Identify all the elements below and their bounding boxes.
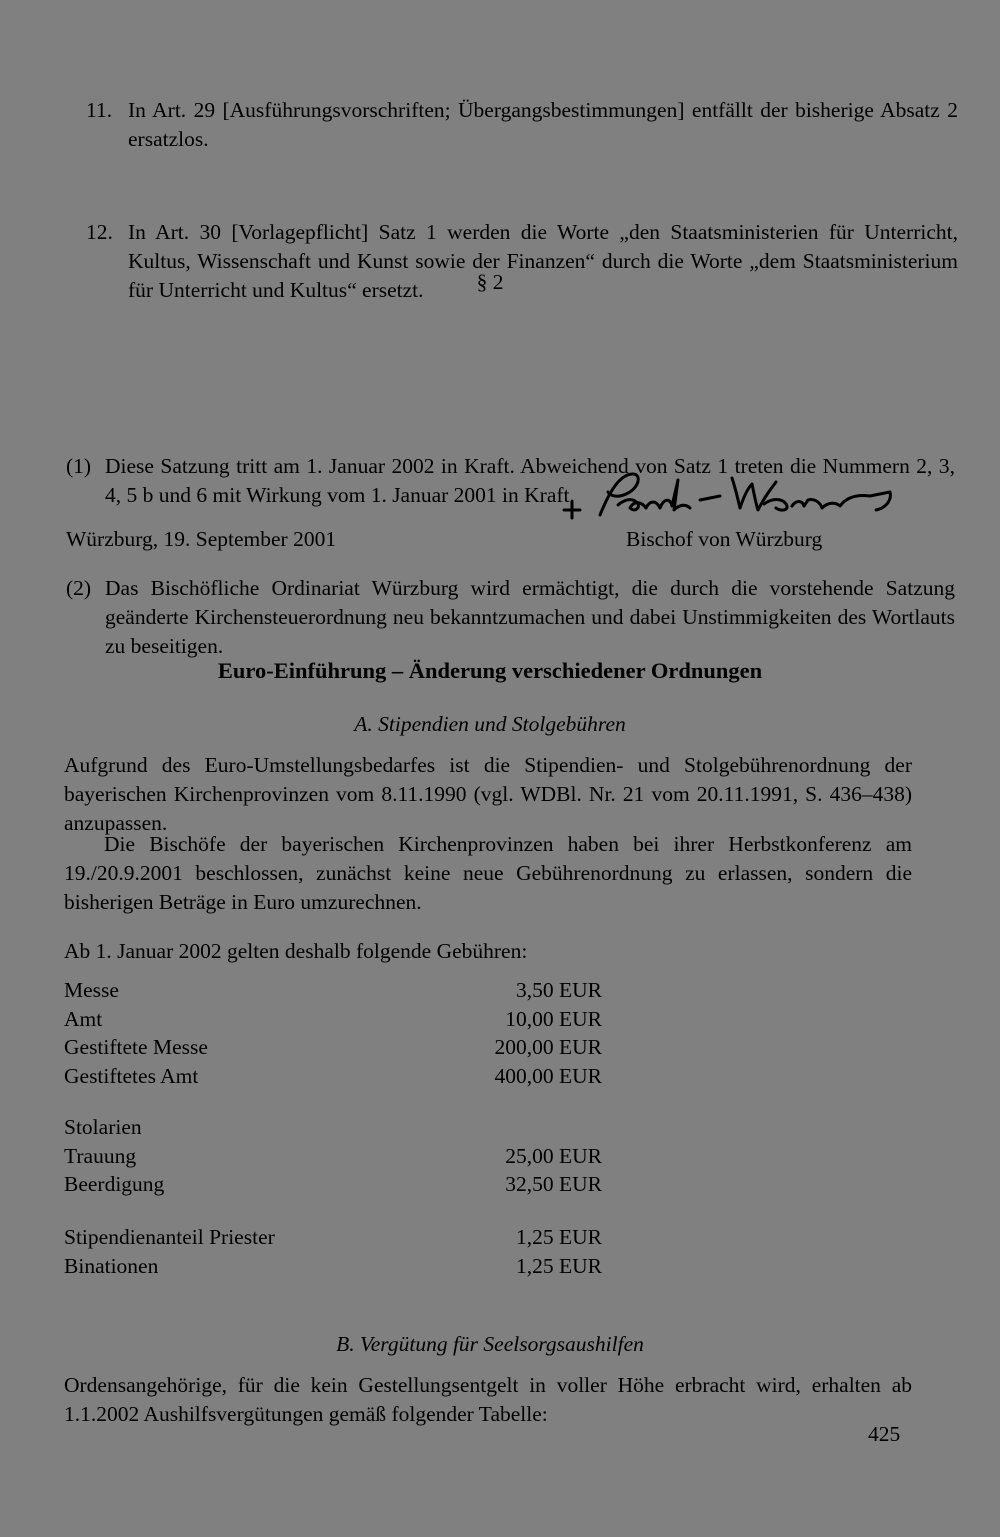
paragraph-number: (1) [66,454,92,478]
fee-label: Gestiftetes Amt [64,1063,199,1088]
paragraph-a2: Die Bischöfe der bayerischen Kirchenprovinzen haben bei ihrer Herbstkonferenz am 19./20.9.2001 beschlossen, zunächst keine neue Gebührenordnung zu erlassen, sondern die bisherigen Beträge in Euro umzurechnen. [64,832,912,914]
fee-row [64,1170,602,1199]
paragraph-text: Das Bischöfliche Ordinariat Würzburg wird ermächtigt, die durch die vorstehende Satzung geänderte Kirchensteuerordnung neu bekanntzumachen und dabei Unstimmigkeiten des Wortlauts zu beseitigen. [105,576,955,658]
fee-label: Binationen [64,1253,159,1278]
fee-table-group-1 [64,976,602,1090]
stolarien-label [64,1113,602,1142]
group-label: Stolarien [64,1115,142,1139]
fee-table-group-3 [64,1223,602,1280]
fee-row [64,976,602,1005]
euro-heading: Euro-Einführung – Änderung verschiedener Ordnungen [217,658,763,683]
signature-title: Bischof von Würzburg [626,527,823,551]
fee-row [64,1033,602,1062]
fee-label: Stipendienanteil Priester [64,1225,275,1249]
subheading-b: B. Vergütung für Seelsorgsaushilfen [336,1332,644,1356]
fee-label: Gestiftete Messe [64,1035,208,1059]
fee-value: 200,00 EUR [494,1035,602,1059]
fee-label: Messe [64,978,119,1002]
item-number: 11. [86,98,113,122]
item-text: In Art. 30 [Vorlagepflicht] Satz 1 werden die Worte „den Staatsministerien für Unterricht, Kultus, Wissenschaft und Kunst sowie der Finanzen“ durch die Worte „dem Staatsministerium für Unterricht und Kultus“ ersetzt. [128,220,958,302]
fees-intro: Ab 1. Januar 2002 gelten deshalb folgende Gebühren: [64,939,528,963]
fee-row [64,1005,602,1034]
handwritten-signature [560,460,910,530]
signature-place-date: Würzburg, 19. September 2001 [66,527,337,551]
paragraph-b: Ordensangehörige, für die kein Gestellungsentgelt in voller Höhe erbracht wird, erhalten ab 1.1.2002 Aushilfsvergütungen gemäß folgender Tabelle: [64,1373,912,1426]
fee-row [64,1223,602,1252]
page-number: 425 [868,1422,901,1446]
fee-label: Trauung [64,1143,137,1168]
fee-row [64,1062,602,1091]
fee-value: 32,50 EUR [505,1172,602,1196]
fee-value: 1,25 EUR [516,1225,602,1249]
fee-value: 25,00 EUR [505,1143,602,1168]
paragraph-2 [66,574,955,661]
paragraph-a1: Aufgrund des Euro-Umstellungsbedarfes ist die Stipendien- und Stolgebührenordnung der bayerischen Kirchenprovinzen vom 8.11.1990 (vgl. WDBl. Nr. 21 vom 20.11.1991, S. 436–438) anzupassen. [64,753,912,835]
subheading-a: A. Stipendien und Stolgebühren [354,712,626,736]
fee-row [64,1142,602,1171]
item-number: 12. [86,220,113,244]
paragraph-text: Diese Satzung tritt am 1. Januar 2002 in Kraft. Abweichend von Satz 1 treten die Nummern 2, 3, 4, 5 b und 6 mit Wirkung vom 1. Januar 2001 in Kraft. [105,454,955,507]
fee-value: 3,50 EUR [516,978,602,1002]
fee-label: Beerdigung [64,1172,165,1196]
item-text: In Art. 29 [Ausführungsvorschriften; Übergangsbestimmungen] entfällt der bisherige Absatz 2 ersatzlos. [128,98,958,151]
list-item-11 [86,96,958,154]
fee-table-group-2 [64,1113,602,1199]
fee-value: 400,00 EUR [494,1063,602,1088]
section-heading: § 2 [476,270,504,294]
fee-value: 10,00 EUR [505,1006,602,1031]
paragraph-number: (2) [66,576,92,600]
fee-value: 1,25 EUR [516,1253,602,1278]
fee-row [64,1252,602,1281]
fee-label: Amt [64,1006,103,1031]
